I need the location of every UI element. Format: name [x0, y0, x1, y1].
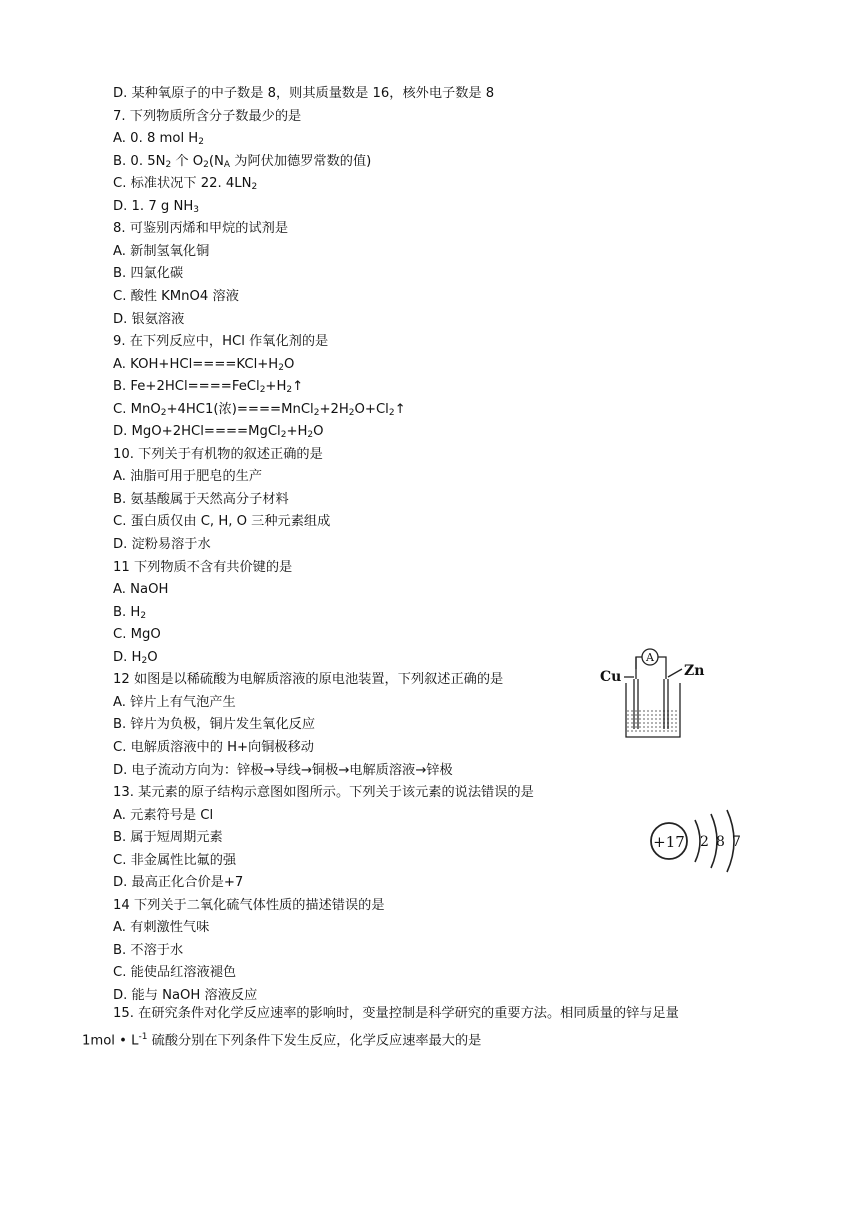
- line-q12b: [113, 716, 315, 734]
- shell-3-count: 7: [732, 834, 741, 850]
- line-q7a: [113, 130, 204, 148]
- text-run: D. H: [113, 649, 142, 665]
- subscript-text: 2: [259, 385, 266, 396]
- line-q9d: [113, 423, 324, 441]
- text-run: 14 下列关于二氧化硫气体性质的描述错误的是: [113, 897, 385, 913]
- question-15: [82, 1003, 782, 1052]
- subscript-text: 2: [160, 407, 167, 418]
- text-run: C. MnO: [113, 401, 161, 417]
- subscript-text: 2: [307, 430, 314, 441]
- line-q13: [113, 784, 534, 802]
- line-q12: [113, 671, 503, 689]
- text-run: B. 0. 5N: [113, 153, 166, 169]
- line-q14a: [113, 919, 209, 937]
- text-run: ↑: [292, 379, 304, 395]
- subscript-text: 2: [141, 655, 148, 666]
- text-run: A. 元素符号是 Cl: [113, 807, 214, 823]
- text-run: 为阿伏加德罗常数的值): [230, 153, 372, 169]
- line-q7: [113, 108, 301, 126]
- text-run: 12 如图是以稀硫酸为电解质溶液的原电池装置，下列叙述正确的是: [113, 672, 504, 688]
- text-run: D. 能与 NaOH 溶液反应: [113, 988, 258, 1003]
- line-q13c: [113, 852, 236, 870]
- line-q9a: [113, 356, 294, 374]
- text-run: +2H: [319, 401, 349, 417]
- subscript-text: 2: [140, 610, 147, 621]
- text-run: O: [147, 649, 158, 665]
- line-q13d: [113, 874, 243, 892]
- text-run: A. NaOH: [113, 582, 169, 598]
- wire-left: [636, 657, 642, 673]
- text-run: 11 下列物质不含有共价键的是: [113, 559, 293, 575]
- nucleus-label: +17: [653, 833, 685, 851]
- atom-structure-figure: [645, 808, 755, 878]
- zinc-label: Zn: [684, 663, 705, 679]
- subscript-text: 2: [388, 407, 395, 418]
- line-q9b: [113, 378, 303, 396]
- text-run: B. 四氯化碳: [113, 266, 184, 282]
- text-run: C. 能使品红溶液褪色: [113, 965, 237, 981]
- line-q14c: [113, 964, 236, 982]
- text-run: B. 不溶于水: [113, 942, 184, 958]
- subscript-text: 2: [348, 407, 355, 418]
- text-run: C. 电解质溶液中的 H+向铜极移动: [113, 739, 314, 755]
- text-run: O: [283, 356, 295, 372]
- subscript-text: 2: [198, 137, 204, 148]
- text-run: 个 O: [171, 153, 204, 169]
- line-q14: [113, 897, 385, 915]
- text-run: C. 酸性 KMnO4 溶液: [113, 288, 239, 304]
- line-q11b: [113, 604, 146, 622]
- subscript-text: 2: [251, 182, 258, 193]
- question-15-line-2: [82, 1026, 782, 1053]
- subscript-text: 3: [193, 204, 199, 215]
- line-q11: [113, 559, 292, 577]
- line-q10: [113, 446, 323, 464]
- concentration-text: 1mol • L: [82, 1032, 139, 1048]
- text-run: A. 锌片上有气泡产生: [113, 694, 236, 710]
- text-run: 9. 在下列反应中，HCl 作氧化剂的是: [113, 334, 329, 350]
- subscript-text: A: [223, 159, 231, 170]
- line-q12d: [113, 762, 453, 780]
- text-run: B. 锌片为负极，铜片发生氧化反应: [113, 717, 316, 733]
- subscript-text: 2: [278, 362, 284, 373]
- text-run: O: [313, 424, 324, 440]
- text-run: A. 新制氢氧化铜: [113, 243, 210, 259]
- text-run: (N: [208, 153, 224, 169]
- text-run: A. 0. 8 mol H: [113, 131, 199, 147]
- text-run: D. 电子流动方向为：锌极→导线→铜极→电解质溶液→锌极: [113, 762, 453, 778]
- line-q9c: [113, 401, 406, 419]
- text-run: A. KOH+HCl====KCl+H: [113, 356, 279, 372]
- text-run: ↑: [394, 401, 406, 417]
- copper-label: Cu: [600, 669, 622, 685]
- ammeter-label: A: [646, 651, 654, 664]
- text-run: O+Cl: [354, 401, 389, 417]
- galvanic-cell-figure: [598, 643, 718, 743]
- text-run: D. 1. 7 g NH: [113, 198, 194, 214]
- line-q8b: [113, 265, 183, 283]
- line-q7b: [113, 153, 371, 171]
- line-q12c: [113, 739, 314, 757]
- text-run: C. 蛋白质仅由 C, H, O 三种元素组成: [113, 514, 331, 530]
- text-run: +H: [265, 379, 287, 395]
- text-run: 7. 下列物质所含分子数最少的是: [113, 108, 302, 124]
- subscript-text: 2: [165, 159, 172, 170]
- question-15-tail: 硫酸分别在下列条件下发生反应，化学反应速率最大的是: [147, 1032, 482, 1048]
- subscript-text: 2: [286, 385, 293, 396]
- line-q10c: [113, 513, 330, 531]
- text-run: D. 最高正化合价是+7: [113, 875, 244, 891]
- text-run: B. H: [113, 604, 141, 620]
- text-run: D. MgO+2HCl====MgCl: [113, 424, 281, 440]
- line-q8c: [113, 288, 239, 306]
- question-15-line-1: 15. 在研究条件对化学反应速率的影响时，变量控制是科学研究的重要方法。相同质量的锌与足量: [113, 1006, 679, 1021]
- line-q14b: [113, 942, 183, 960]
- text-run: D. 银氨溶液: [113, 311, 185, 327]
- text-run: 8. 可鉴别丙烯和甲烷的试剂是: [113, 221, 289, 237]
- line-q10d: [113, 536, 211, 554]
- line-q8a: [113, 243, 209, 261]
- line-q8d: [113, 311, 184, 329]
- subscript-text: 2: [203, 159, 209, 170]
- line-d6: [113, 85, 494, 103]
- text-run: +4HC1(浓)====MnCl: [166, 401, 314, 417]
- text-run: B. 氨基酸属于天然高分子材料: [113, 491, 289, 507]
- wire-right: [658, 657, 666, 679]
- text-run: 10. 下列关于有机物的叙述正确的是: [113, 446, 323, 462]
- unit-superscript: -1: [138, 1031, 148, 1042]
- line-q10b: [113, 491, 289, 509]
- text-run: A. 油脂可用于肥皂的生产: [113, 469, 263, 485]
- text-run: +H: [286, 424, 308, 440]
- line-q11c: [113, 626, 161, 644]
- text-run: D. 淀粉易溶于水: [113, 537, 211, 552]
- text-run: C. 标准状况下 22. 4LN: [113, 176, 252, 192]
- text-run: D. 某种氧原子的中子数是 8，则其质量数是 16，核外电子数是 8: [113, 86, 495, 101]
- line-q13a: [113, 807, 213, 825]
- line-q10a: [113, 468, 262, 486]
- text-run: C. 非金属性比氟的强: [113, 852, 237, 868]
- line-q7c: [113, 175, 257, 193]
- line-q9: [113, 333, 328, 351]
- line-q8: [113, 220, 288, 238]
- text-run: B. Fe+2HCl====FeCl: [113, 379, 260, 395]
- text-run: B. 属于短周期元素: [113, 830, 223, 846]
- shell-2-count: 8: [716, 834, 725, 850]
- line-q11a: [113, 581, 168, 599]
- line-q11d: [113, 649, 158, 667]
- subscript-text: 2: [280, 430, 287, 441]
- subscript-text: 2: [313, 407, 320, 418]
- line-q12a: [113, 694, 236, 712]
- text-run: C. MgO: [113, 627, 161, 643]
- text-run: A. 有刺激性气味: [113, 920, 210, 936]
- line-q13b: [113, 829, 223, 847]
- line-q7d: [113, 198, 199, 216]
- text-run: 13. 某元素的原子结构示意图如图所示。下列关于该元素的说法错误的是: [113, 785, 534, 801]
- shell-1-count: 2: [700, 834, 709, 850]
